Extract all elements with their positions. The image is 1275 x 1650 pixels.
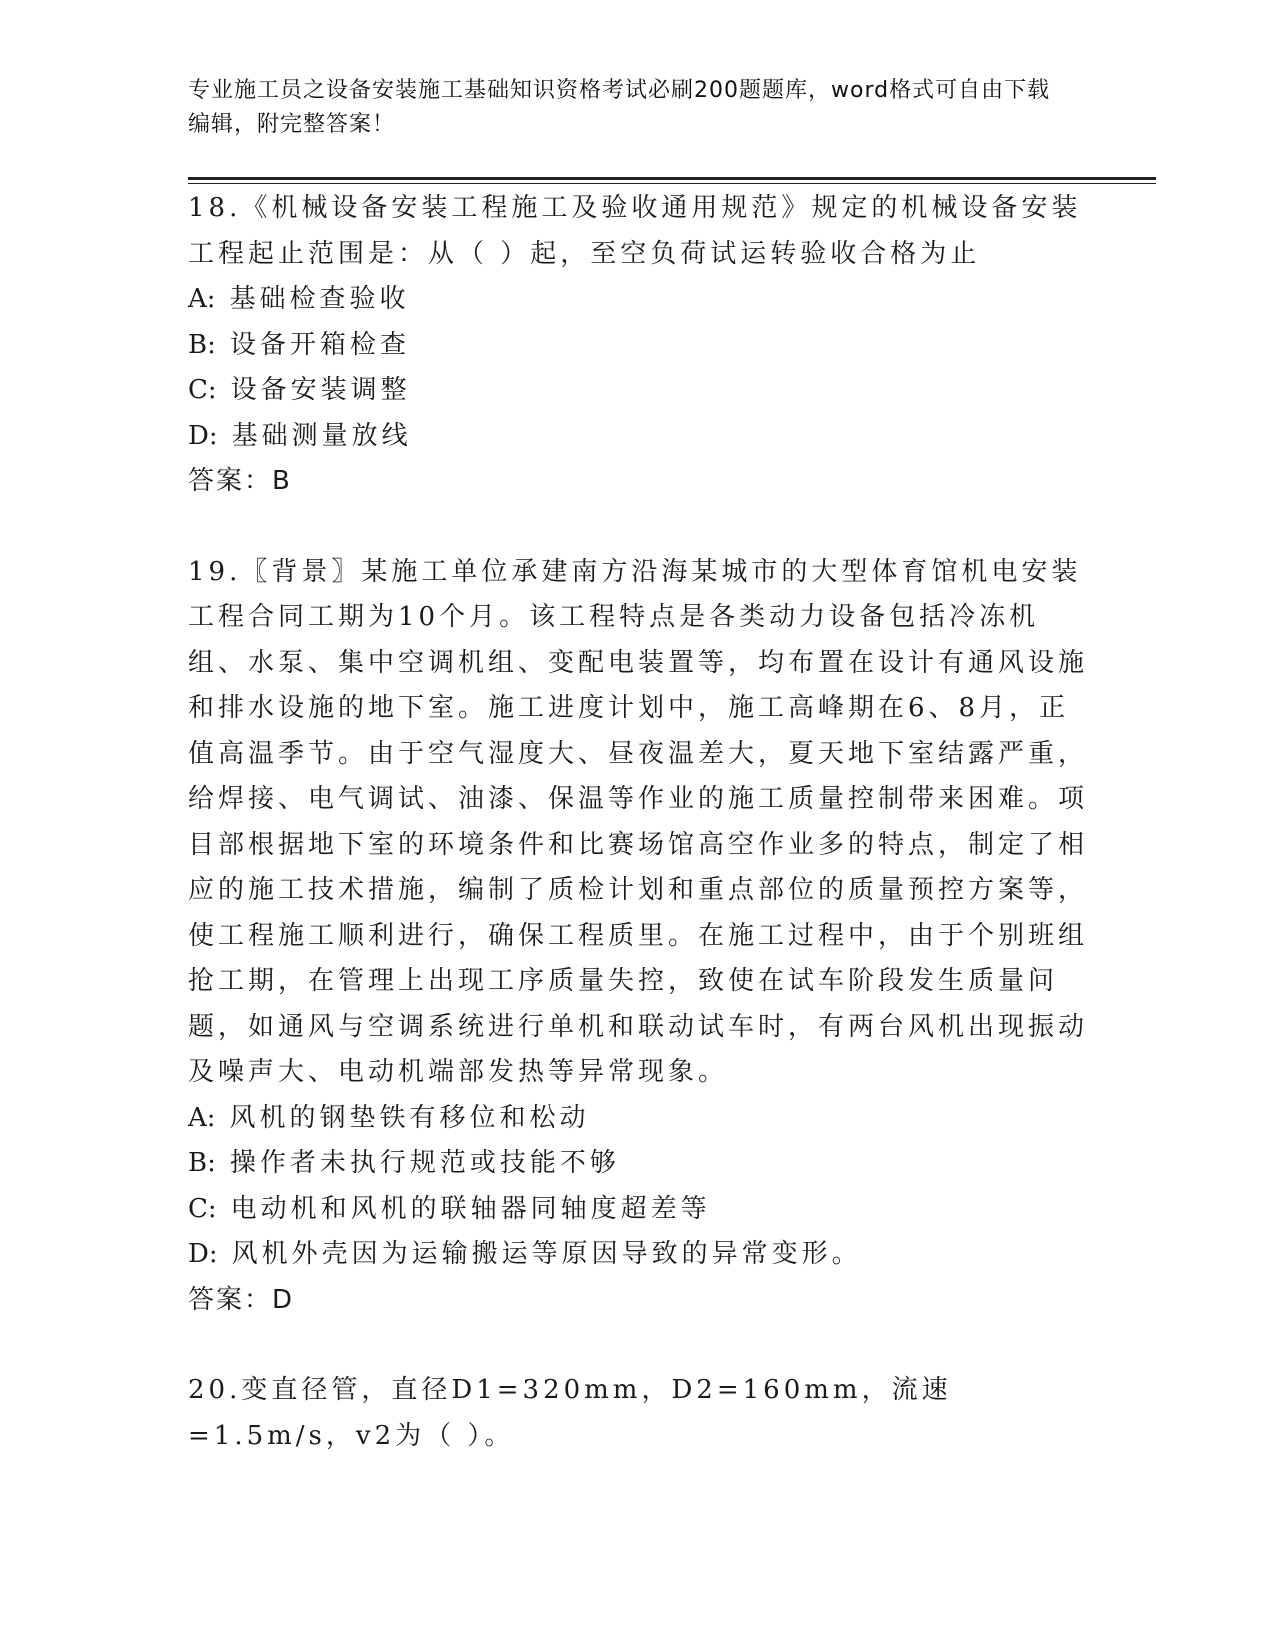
question-spacer (188, 505, 1088, 550)
option-a (188, 1096, 1088, 1142)
question-stem: 20.变直径管，直径D1=320mm，D2=160mm，流速=1.5m/s，v2为（ ）。 (188, 1375, 952, 1451)
option-letter: D: (188, 420, 218, 451)
option-text: 基础检查验收 (229, 284, 410, 314)
option-letter: C: (188, 375, 217, 405)
question-18 (188, 186, 1088, 505)
option-b (188, 323, 1088, 369)
option-letter: B: (188, 329, 216, 360)
option-text: 设备开箱检查 (229, 329, 410, 360)
option-letter: C: (188, 1193, 217, 1224)
header-divider-thin (188, 183, 1156, 184)
option-text: 电动机和风机的联轴器同轴度超差等 (230, 1193, 711, 1224)
answer-label: 答案：B (188, 466, 292, 496)
option-a (188, 277, 1088, 323)
option-text: 设备安装调整 (230, 375, 411, 405)
question-spacer (188, 1323, 1088, 1368)
option-letter: A: (188, 1102, 216, 1133)
answer-label: 答案：D (188, 1284, 295, 1315)
option-c (188, 1187, 1088, 1233)
question-stem: 18.《机械设备安装工程施工及验收通用规范》规定的机械设备安装工程起止范围是：从（ ）起，至空负荷试运转验收合格为止 (188, 193, 1082, 269)
question-20 (188, 1368, 1088, 1459)
option-text: 风机外壳因为运输搬运等原因导致的异常变形。 (231, 1239, 862, 1269)
header-divider-thick (188, 177, 1156, 180)
option-letter: D: (188, 1239, 218, 1269)
option-letter: A: (188, 284, 216, 314)
option-text: 风机的钢垫铁有移位和松动 (229, 1102, 590, 1133)
option-text: 操作者未执行规范或技能不够 (229, 1148, 620, 1178)
option-c (188, 368, 1088, 414)
question-list (188, 186, 1088, 1459)
option-text: 基础测量放线 (231, 420, 412, 451)
option-b (188, 1141, 1088, 1187)
option-d (188, 414, 1088, 460)
question-stem: 19.〖背景〗某施工单位承建南方沿海某城市的大型体育馆机电安装工程合同工期为10个月。该工程特点是各类动力设备包括冷冻机组、水泵、集中空调机组、变配电装置等，均布置在设计有通风设施和排水设施的地下室。施工进度计划中，施工高峰期在6、8月，正值高温季节。由于空气湿度大、昼夜温差大，夏天地下室结露严重，给焊接、电气调试、油漆、保温等作业的施工质量控制带来困难。项目部根据地下室的环境条件和比赛场馆高空作业多的特点，制定了相应的施工技术措施，编制了质检计划和重点部位的质量预控方案等，使工程施工顺利进行，确保工程质里。在施工过程中，由于个别班组抢工期，在管理上出现工序质量失控，致使在试车阶段发生质量问题，如通风与空调系统进行单机和联动试车时，有两台风机出现振动及噪声大、电动机端部发热等异常现象。 (188, 556, 1089, 1087)
question-19 (188, 550, 1088, 1324)
document-header: 专业施工员之设备安装施工基础知识资格考试必刷200题题库，word格式可自由下载编辑，附完整答案！ (188, 78, 1051, 137)
option-letter: B: (188, 1148, 216, 1178)
option-d (188, 1232, 1088, 1278)
